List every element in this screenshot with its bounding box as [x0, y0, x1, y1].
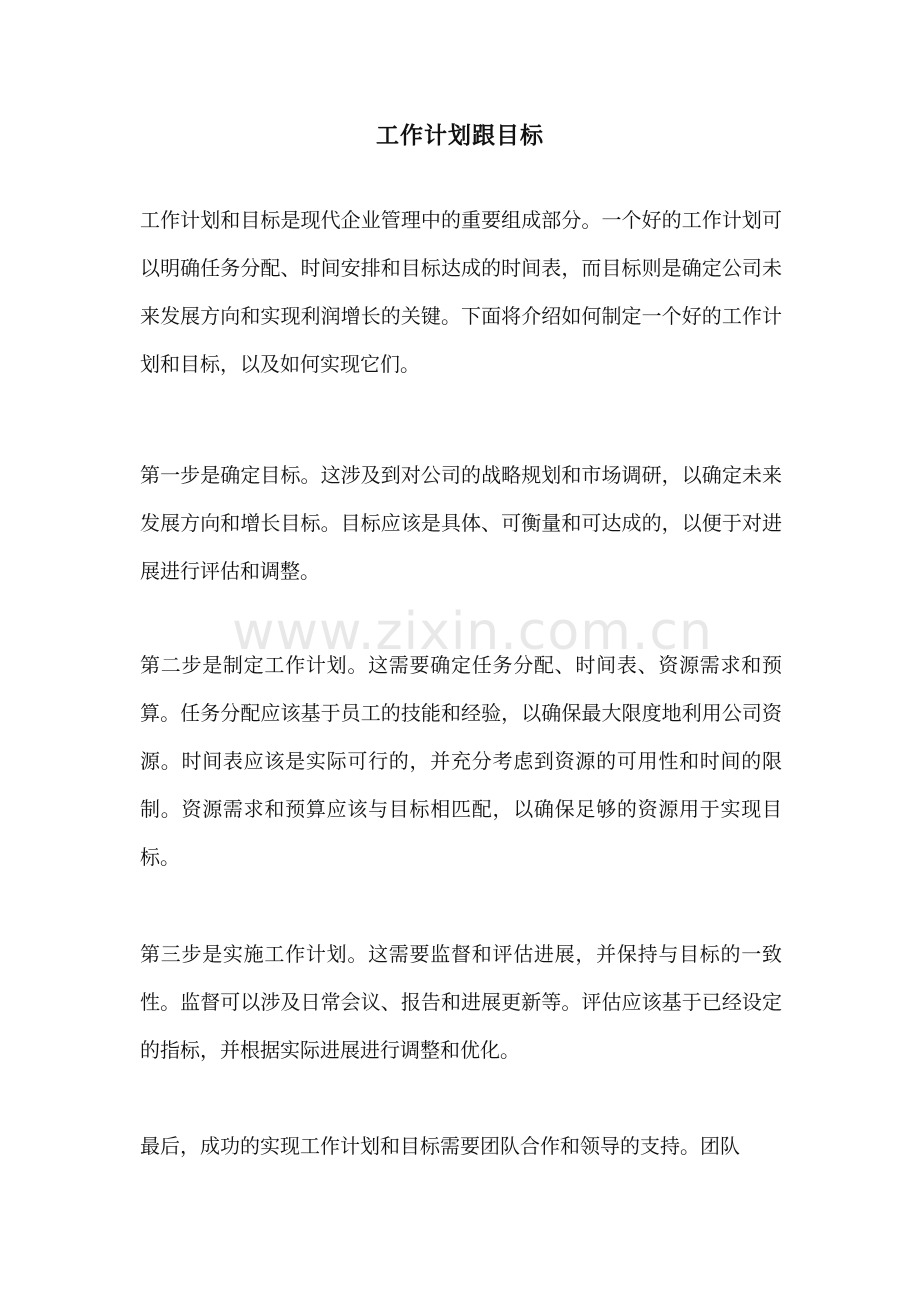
paragraph-conclusion: 最后，成功的实现工作计划和目标需要团队合作和领导的支持。团队 — [140, 1134, 740, 1158]
paragraph-block — [140, 930, 782, 1134]
paragraph-block — [140, 641, 782, 941]
paragraph-block — [140, 1122, 782, 1230]
paragraph-step-one: 第一步是确定目标。这涉及到对公司的战略规划和市场调研，以确定未来发展方向和增长目标。目标应该是具体、可衡量和可达成的，以便于对进展进行评估和调整。 — [140, 463, 782, 583]
paragraph-step-three: 第三步是实施工作计划。这需要监督和评估进展，并保持与目标的一致性。监督可以涉及日常会议、报告和进展更新等。评估应该基于已经设定的指标，并根据实际进展进行调整和优化。 — [140, 942, 782, 1062]
site-watermark: www.zixin.com.cn — [232, 602, 713, 662]
paragraph-block — [140, 196, 782, 448]
paragraph-intro: 工作计划和目标是现代企业管理中的重要组成部分。一个好的工作计划可以明确任务分配、时间安排和目标达成的时间表，而目标则是确定公司未来发展方向和实现利润增长的关键。下面将介绍如何制定一个好的工作计划和目标，以及如何实现它们。 — [140, 208, 782, 376]
paragraph-block — [140, 451, 782, 655]
paragraph-step-two: 第二步是制定工作计划。这需要确定任务分配、时间表、资源需求和预算。任务分配应该基于员工的技能和经验，以确保最大限度地利用公司资源。时间表应该是实际可行的，并充分考虑到资源的可用性和时间的限制。资源需求和预算应该与目标相匹配，以确保足够的资源用于实现目标。 — [140, 653, 782, 869]
document-title: 工作计划跟目标 — [376, 122, 544, 149]
